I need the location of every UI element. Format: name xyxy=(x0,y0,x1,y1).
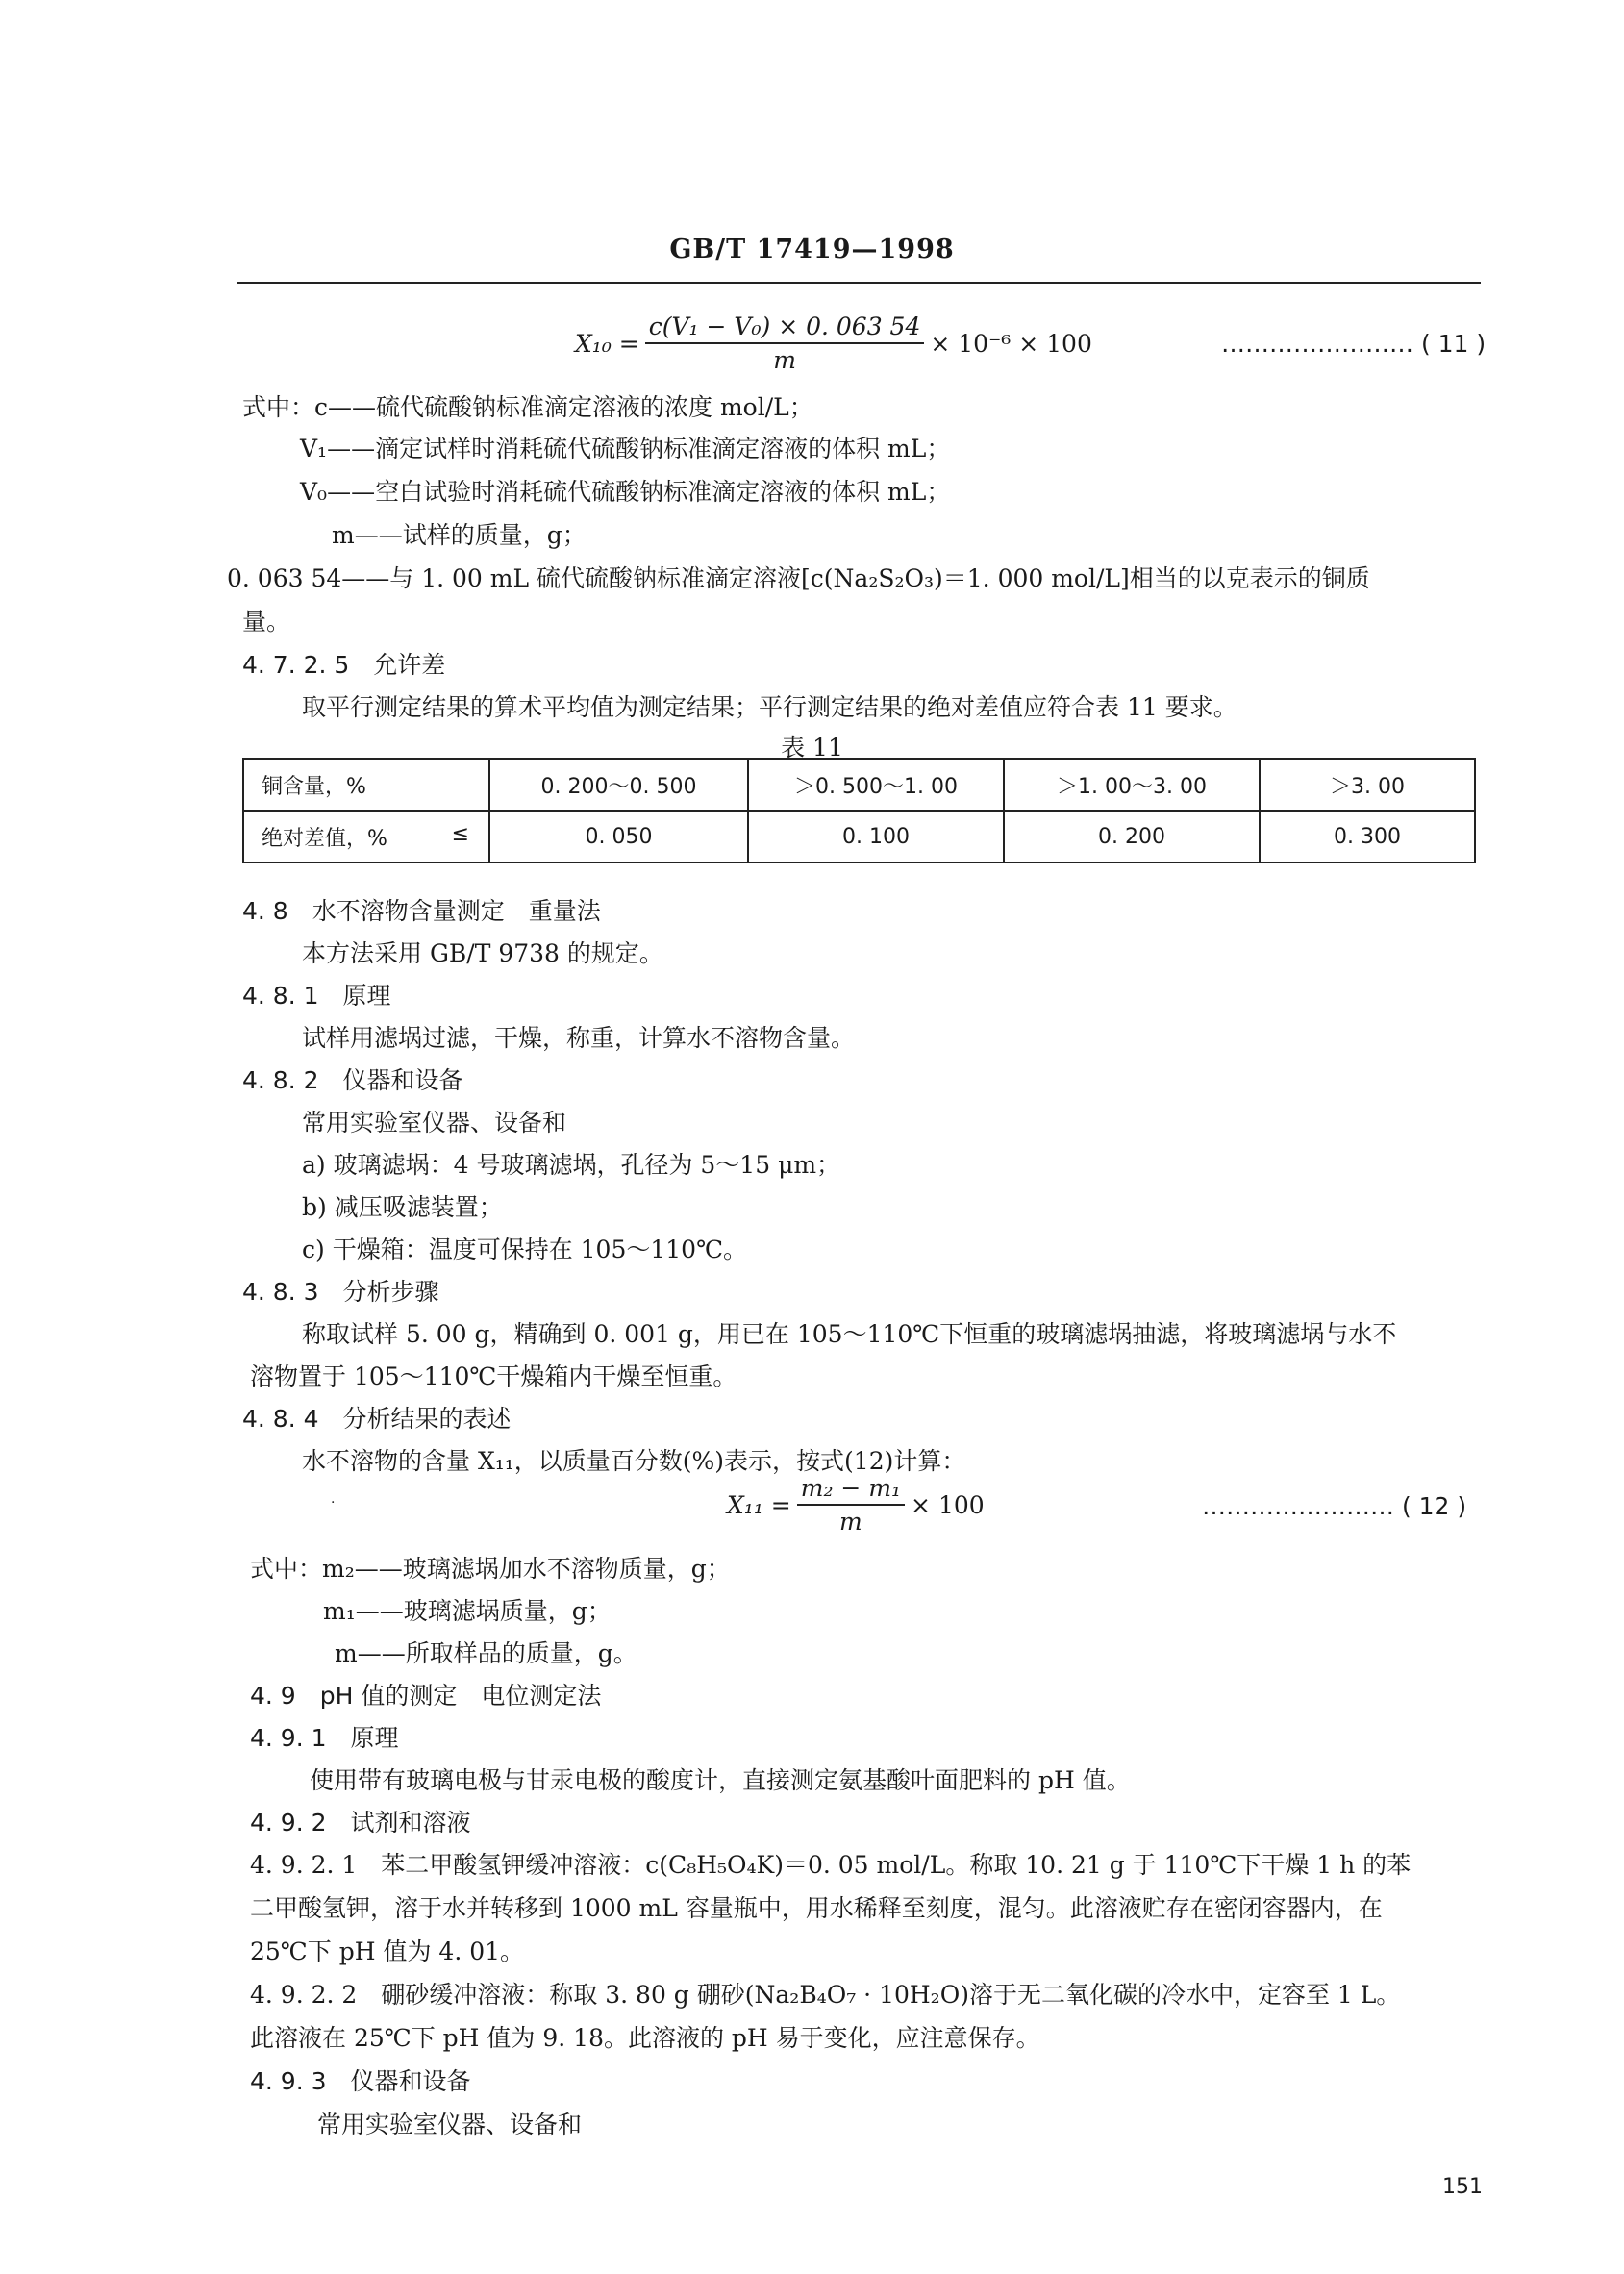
section-4-8-title: 4. 8 水不溶物含量测定 重量法 xyxy=(242,897,601,925)
list-item: c) 干燥箱：温度可保持在 105～110℃。 xyxy=(302,1236,748,1263)
list-item: a) 玻璃滤埚：4 号玻璃滤埚，孔径为 5～15 μm； xyxy=(302,1151,841,1179)
section-4-7-2-5-title: 4. 7. 2. 5 允许差 xyxy=(242,651,446,679)
table-row xyxy=(243,811,1475,862)
section-4-8-text: 本方法采用 GB/T 9738 的规定。 xyxy=(302,939,663,967)
section-4-8-4-title: 4. 8. 4 分析结果的表述 xyxy=(242,1405,512,1433)
table-cell: 铜含量，% xyxy=(243,759,489,811)
where12-line-m: m——所取样品的质量，g。 xyxy=(335,1639,637,1667)
where11-line-const: 0. 063 54——与 1. 00 mL 硫代硫酸钠标准滴定溶液[c(Na₂S₂O₃)＝1. 000 mol/L]相当的以克表示的铜质 xyxy=(227,564,1370,592)
eq12-denominator: m xyxy=(839,1508,862,1536)
table-cell: 0. 100 xyxy=(748,811,1004,862)
row-label: 绝对差值，% xyxy=(262,826,387,851)
section-4-9-1-title: 4. 9. 1 原理 xyxy=(250,1724,399,1752)
table-11-caption: 表 11 xyxy=(781,734,843,762)
section-4-9-2-1-line-2: 二甲酸氢钾，溶于水并转移到 1000 mL 容量瓶中，用水稀释至刻度，混匀。此溶液贮存在密闭容器内，在 xyxy=(250,1894,1383,1922)
section-4-8-1-text: 试样用滤埚过滤，干燥，称重，计算水不溶物含量。 xyxy=(302,1024,856,1052)
section-4-8-3-title: 4. 8. 3 分析步骤 xyxy=(242,1278,439,1306)
list-item: b) 减压吸滤装置； xyxy=(302,1193,503,1221)
table-cell: 0. 300 xyxy=(1260,811,1475,862)
table-cell: ＞3. 00 xyxy=(1260,759,1475,811)
where12-line-m2: 式中：m₂——玻璃滤埚加水不溶物质量，g； xyxy=(250,1555,731,1583)
section-4-9-2-1-line-3: 25℃下 pH 值为 4. 01。 xyxy=(250,1937,525,1965)
table-cell: 0. 200 xyxy=(1004,811,1260,862)
table-cell: 0. 200～0. 500 xyxy=(489,759,748,811)
where11-line-m: m——试样的质量，g； xyxy=(332,521,587,549)
page-header: GB/T 17419—1998 xyxy=(669,235,955,264)
table-row xyxy=(243,759,1475,811)
leq-symbol: ≤ xyxy=(451,821,469,846)
where11-line-v1: V₁——滴定试样时消耗硫代硫酸钠标准滴定溶液的体积 mL； xyxy=(300,435,951,462)
section-4-9-2-1-line-1: 4. 9. 2. 1 苯二甲酸氢钾缓冲溶液：c(C₈H₅O₄K)＝0. 05 mol/L。称取 10. 21 g 于 110℃下干燥 1 h 的苯 xyxy=(250,1851,1412,1879)
section-4-8-2-text: 常用实验室仪器、设备和 xyxy=(302,1109,567,1137)
eq11-lhs: X₁₀ = xyxy=(575,329,639,358)
section-4-9-2-2-line-1: 4. 9. 2. 2 硼砂缓冲溶液：称取 3. 80 g 硼砂(Na₂B₄O₇ · 10H₂O)溶于无二氧化碳的冷水中，定容至 1 L。 xyxy=(250,1981,1401,2009)
where11-line-v0: V₀——空白试验时消耗硫代硫酸钠标准滴定溶液的体积 mL； xyxy=(300,478,951,506)
header-rule xyxy=(237,282,1481,284)
where11-line-end: 量。 xyxy=(242,608,291,636)
table-cell: 0. 050 xyxy=(489,811,748,862)
section-4-9-3-title: 4. 9. 3 仪器和设备 xyxy=(250,2067,471,2095)
stray-mark: · xyxy=(331,1495,336,1511)
section-4-7-2-5-text: 取平行测定结果的算术平均值为测定结果；平行测定结果的绝对差值应符合表 11 要求。 xyxy=(302,693,1237,721)
table-cell: ＞0. 500～1. 00 xyxy=(748,759,1004,811)
section-4-8-1-title: 4. 8. 1 原理 xyxy=(242,982,391,1010)
section-4-9-2-2-line-2: 此溶液在 25℃下 pH 值为 9. 18。此溶液的 pH 易于变化，应注意保存。 xyxy=(250,2024,1040,2052)
equation-11 xyxy=(575,310,1092,377)
section-4-9-3-text: 常用实验室仪器、设备和 xyxy=(317,2111,583,2138)
page-number: 151 xyxy=(1442,2175,1483,2199)
eq11-denominator: m xyxy=(773,346,796,374)
table-cell xyxy=(243,811,489,862)
equation-12 xyxy=(727,1471,985,1538)
eq12-numerator: m₂ − m₁ xyxy=(797,1474,905,1506)
table-11 xyxy=(242,758,1476,863)
where11-line-c: 式中：c——硫代硫酸钠标准滴定溶液的浓度 mol/L； xyxy=(242,393,813,421)
section-4-8-3-line-2: 溶物置于 105～110℃干燥箱内干燥至恒重。 xyxy=(250,1362,737,1390)
section-4-8-2-title: 4. 8. 2 仪器和设备 xyxy=(242,1066,463,1094)
eq11-numerator: c(V₁ − V₀) × 0. 063 54 xyxy=(645,312,925,344)
eq12-fraction xyxy=(797,1474,905,1536)
eq11-fraction xyxy=(645,312,925,374)
section-4-9-title: 4. 9 pH 值的测定 电位测定法 xyxy=(250,1682,602,1710)
section-4-8-3-line-1: 称取试样 5. 00 g，精确到 0. 001 g，用已在 105～110℃下恒重的玻璃滤埚抽滤，将玻璃滤埚与水不 xyxy=(302,1320,1397,1348)
eq12-number: …………………… ( 12 ) xyxy=(1202,1492,1467,1520)
eq12-rhs: × 100 xyxy=(911,1490,985,1519)
eq11-number: …………………… ( 11 ) xyxy=(1221,330,1487,358)
section-4-8-4-text: 水不溶物的含量 X₁₁，以质量百分数(%)表示，按式(12)计算： xyxy=(302,1447,966,1475)
table-cell: ＞1. 00～3. 00 xyxy=(1004,759,1260,811)
eq11-rhs: × 10⁻⁶ × 100 xyxy=(930,329,1092,358)
eq12-lhs: X₁₁ = xyxy=(727,1490,791,1519)
section-4-9-1-text: 使用带有玻璃电极与甘汞电极的酸度计，直接测定氨基酸叶面肥料的 pH 值。 xyxy=(310,1766,1131,1794)
section-4-9-2-title: 4. 9. 2 试剂和溶液 xyxy=(250,1809,471,1837)
where12-line-m1: m₁——玻璃滤埚质量，g； xyxy=(323,1597,612,1625)
